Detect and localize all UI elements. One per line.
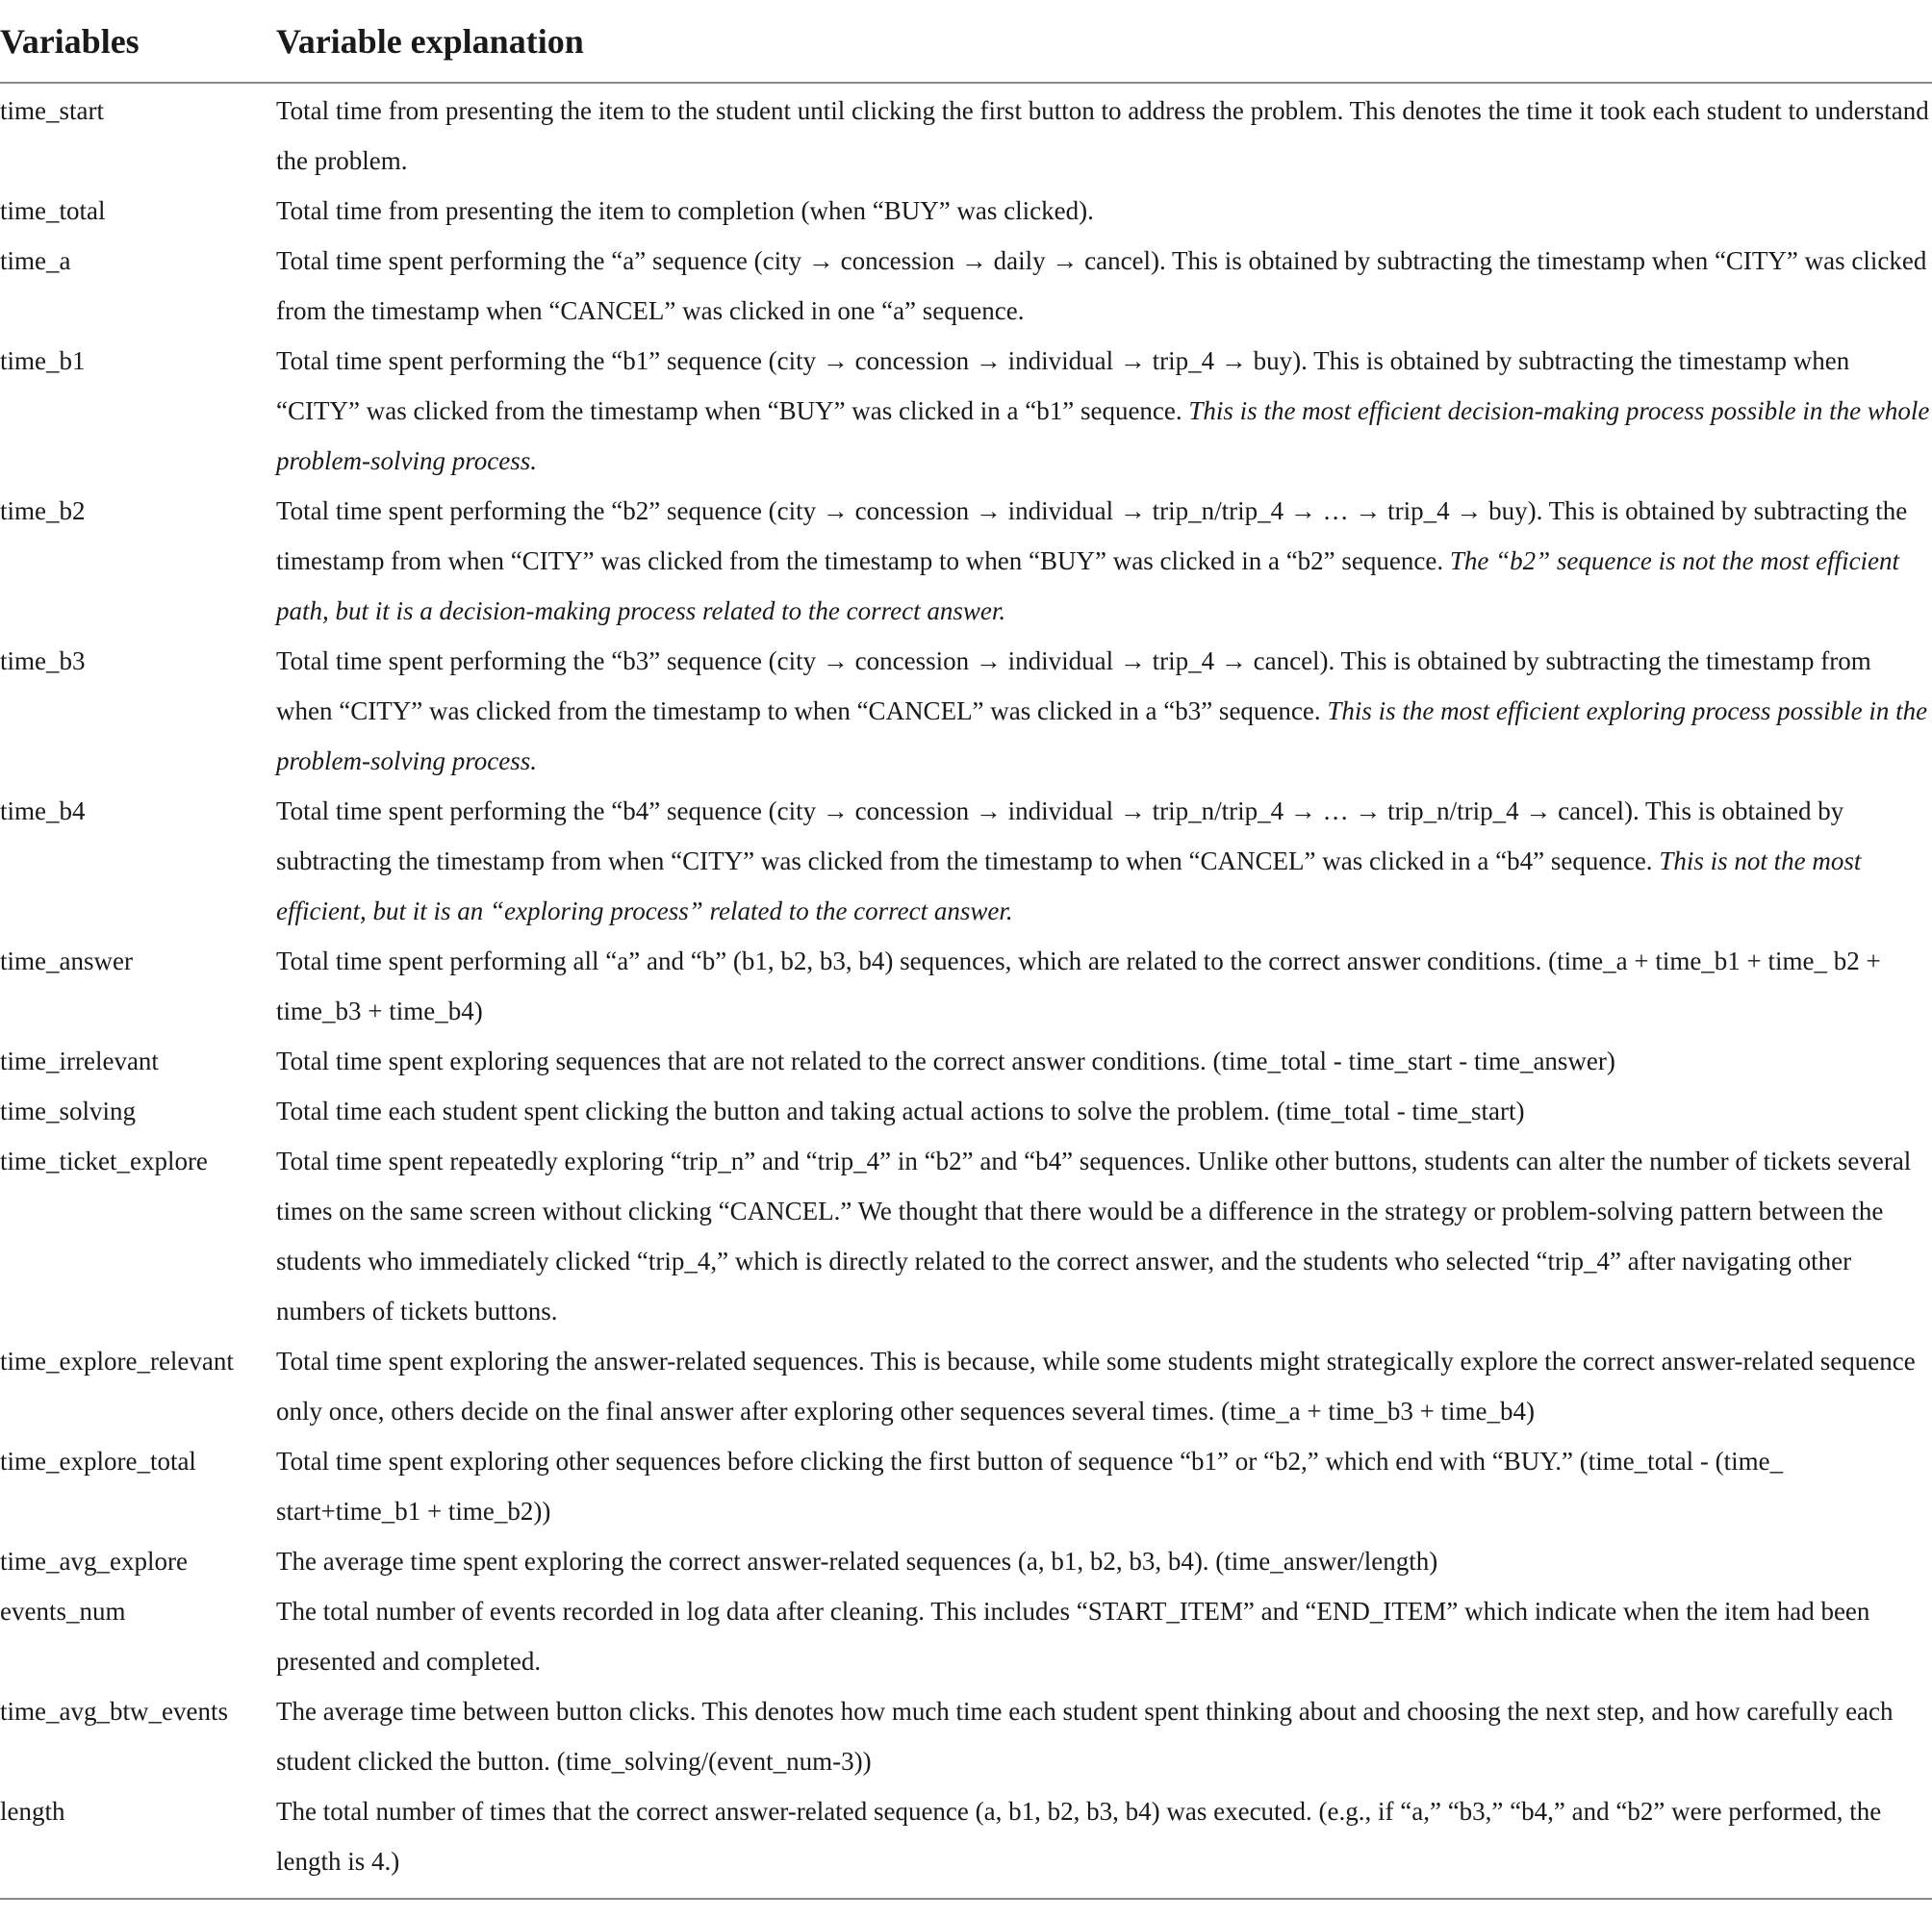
table-row — [0, 1336, 1932, 1436]
explanation-text: Total time spent performing the “b1” sequence (city → concession → individual → trip_4 → buy). This is obtained by subtracting the timestamp when “CITY” was clicked from the timestamp when “BUY” was clicked in a “b1” sequence. — [276, 346, 1850, 425]
variable-explanation — [276, 1536, 1932, 1586]
variable-name: time_answer — [0, 947, 133, 975]
explanation-text: Total time spent performing the “a” sequence (city → concession → daily → cancel). This is obtained by subtracting the timestamp when “CITY” was clicked from the timestamp when “CANCEL” was clicked in one “a” sequence. — [276, 246, 1927, 325]
variable-name: time_b4 — [0, 796, 86, 825]
variable-explanation — [276, 636, 1932, 786]
variable-name: time_b3 — [0, 646, 86, 675]
variable-name: time_explore_total — [0, 1447, 196, 1476]
table-header — [0, 0, 1932, 83]
table-row — [0, 1086, 1932, 1136]
explanation-text: Total time spent exploring sequences that are not related to the correct answer conditions. (time_total - time_start - time_answer) — [276, 1047, 1615, 1075]
table-row — [0, 83, 1932, 186]
table-row — [0, 1586, 1932, 1686]
explanation-text: Total time spent exploring other sequences before clicking the first button of sequence “b1” or “b2,” which end with “BUY.” (time_total - (time_ start+time_b1 + time_b2)) — [276, 1447, 1784, 1526]
variable-explanation — [276, 1586, 1932, 1686]
table-row — [0, 336, 1932, 486]
header-row — [0, 0, 1932, 83]
variable-name: time_total — [0, 196, 106, 225]
variable-name: time_irrelevant — [0, 1047, 159, 1075]
variable-explanation — [276, 1686, 1932, 1786]
table-row — [0, 1786, 1932, 1899]
explanation-text: Total time spent exploring the answer-related sequences. This is because, while some students might strategically explore the correct answer-related sequence only once, others decide on the final answer after exploring other sequences several times. (time_a + time_b3 + time_b4) — [276, 1347, 1916, 1426]
variable-name: time_avg_btw_events — [0, 1697, 228, 1726]
explanation-text: The total number of times that the correct answer-related sequence (a, b1, b2, b3, b4) was executed. (e.g., if “a,” “b3,” “b4,” and “b2” were performed, the length is 4.) — [276, 1797, 1882, 1876]
variable-explanation — [276, 186, 1932, 236]
explanation-emphasis: This is the most efficient exploring process possible in the problem-solving process. — [276, 696, 1928, 775]
variable-explanation — [276, 236, 1932, 336]
variable-explanation — [276, 83, 1932, 186]
table-row — [0, 236, 1932, 336]
variable-name: events_num — [0, 1597, 126, 1626]
variable-name: time_b2 — [0, 496, 86, 525]
table-row — [0, 486, 1932, 636]
variable-name: time_ticket_explore — [0, 1147, 208, 1175]
variable-explanation — [276, 486, 1932, 636]
explanation-text: Total time spent performing the “b3” sequence (city → concession → individual → trip_4 → cancel). This is obtained by subtracting the timestamp from when “CITY” was clicked from the timestamp to when “CANCEL” was clicked in a “b3” sequence. — [276, 646, 1871, 725]
header-explanation: Variable explanation — [276, 0, 1932, 83]
explanation-text: The total number of events recorded in log data after cleaning. This includes “START_ITEM” and “END_ITEM” which indicate when the item had been presented and completed. — [276, 1597, 1870, 1676]
explanation-text: Total time spent performing the “b2” sequence (city → concession → individual → trip_n/trip_4 → … → trip_4 → buy). This is obtained by subtracting the timestamp from when “CITY” was clicked from the timestamp to when “BUY” was clicked in a “b2” sequence. — [276, 496, 1908, 575]
variable-name: time_avg_explore — [0, 1547, 188, 1576]
explanation-text: Total time from presenting the item to completion (when “BUY” was clicked). — [276, 196, 1094, 225]
variable-explanation — [276, 1036, 1932, 1086]
header-variables: Variables — [0, 0, 276, 83]
table-row — [0, 186, 1932, 236]
table-row — [0, 1036, 1932, 1086]
explanation-emphasis: This is the most efficient decision-making process possible in the whole problem-solving process. — [276, 396, 1930, 475]
explanation-text: The average time spent exploring the correct answer-related sequences (a, b1, b2, b3, b4). (time_answer/length) — [276, 1547, 1438, 1576]
table-row — [0, 936, 1932, 1036]
table-row — [0, 1686, 1932, 1786]
table-row — [0, 636, 1932, 786]
variable-name: time_solving — [0, 1097, 136, 1125]
table-row — [0, 1136, 1932, 1336]
variable-explanation — [276, 1436, 1932, 1536]
variable-explanation — [276, 336, 1932, 486]
explanation-text: Total time each student spent clicking the button and taking actual actions to solve the problem. (time_total - time_start) — [276, 1097, 1525, 1125]
variable-explanation — [276, 936, 1932, 1036]
explanation-text: Total time spent performing all “a” and “b” (b1, b2, b3, b4) sequences, which are related to the correct answer conditions. (time_a + time_b1 + time_ b2 + time_b3 + time_b4) — [276, 947, 1881, 1025]
variable-explanation — [276, 1786, 1932, 1899]
explanation-text: Total time spent performing the “b4” sequence (city → concession → individual → trip_n/trip_4 → … → trip_n/trip_4 → cancel). This is obtained by subtracting the timestamp from when “CITY” was clicked from the timestamp to when “CANCEL” was clicked in a “b4” sequence. — [276, 796, 1844, 875]
explanation-emphasis: This is not the most efficient, but it is an “exploring process” related to the correct answer. — [276, 846, 1862, 925]
table-row — [0, 1536, 1932, 1586]
explanation-emphasis: The “b2” sequence is not the most efficient path, but it is a decision-making process related to the correct answer. — [276, 546, 1900, 625]
table-body — [0, 83, 1932, 1899]
explanation-text: Total time from presenting the item to the student until clicking the first button to address the problem. This denotes the time it took each student to understand the problem. — [276, 96, 1929, 175]
variable-name: time_b1 — [0, 346, 86, 375]
variable-name: time_a — [0, 246, 71, 275]
table-row — [0, 786, 1932, 936]
variable-name: length — [0, 1786, 276, 1899]
variable-explanation — [276, 1086, 1932, 1136]
variable-name: time_start — [0, 96, 104, 125]
variable-name: time_explore_relevant — [0, 1347, 234, 1376]
explanation-text: Total time spent repeatedly exploring “trip_n” and “trip_4” in “b2” and “b4” sequences. Unlike other buttons, students can alter the number of tickets several times on the same screen without clicking “CANCEL.” We thought that there would be a difference in the strategy or problem-solving pattern between the students who immediately clicked “trip_4,” which is directly related to the correct answer, and the students who selected “trip_4” after navigating other numbers of tickets buttons. — [276, 1147, 1912, 1326]
explanation-text: The average time between button clicks. This denotes how much time each student spent thinking about and choosing the next step, and how carefully each student clicked the button. (time_solving/(event_num-3)) — [276, 1697, 1894, 1776]
table-row — [0, 1436, 1932, 1536]
variable-explanation — [276, 786, 1932, 936]
variable-explanation — [276, 1336, 1932, 1436]
variable-explanation — [276, 1136, 1932, 1336]
